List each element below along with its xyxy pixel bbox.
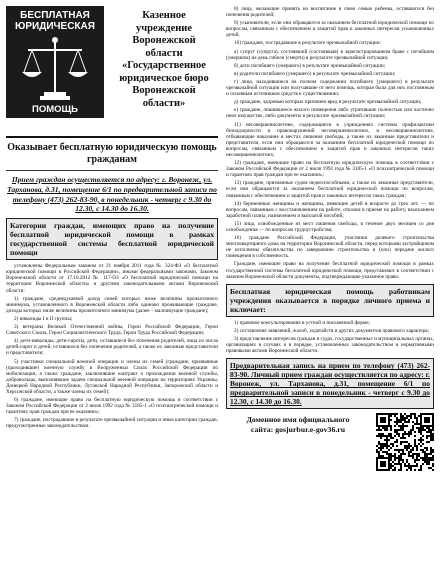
category-paragraph: 6) граждане, имеющие право на бесплатную юридическую помощь в соответствии с Законом Российской Федерации от 2 июля 1992 года № 3185-1 «О психиатрической помощи и гарантиях прав граждан при ее оказании»; bbox=[6, 397, 218, 416]
category-paragraph: 2) инвалиды I и II группы; bbox=[14, 315, 73, 322]
org-line-1: Казенное bbox=[142, 10, 186, 21]
categories-title: Категории граждан, имеющих право на получение бесплатной юридической помощи в рамках государственной системы бесплатной юридической помощи bbox=[6, 218, 218, 260]
organization-name bbox=[110, 6, 218, 132]
category-paragraph: 11) несовершеннолетние, содержащиеся в учреждениях системы профилактики безнадзорности и правонарушений несовершеннолетних, и несовершеннолетние, отбывающие наказание в местах лишения свободы, а также их законные представители и представители, если они обращаются за оказанием бесплатной юридической помощи по вопросам, связанным с обеспечением и защитой прав и законных интересов таких несовершеннолетних; bbox=[226, 121, 434, 158]
category-paragraph: 9) усыновители, если они обращаются за оказанием бесплатной юридической помощи по вопросам, связанным с обеспечением и защитой прав и законных интересов усыновленных детей; bbox=[226, 20, 434, 39]
category-paragraph: 3) ветераны Великой Отечественной войны, Герои Российской Федерации, Герои Советского Союза, Герои Социалистического Труда, Герои Труда Российской Федерации; bbox=[6, 324, 218, 337]
category-paragraph: 8) лица, желающие принять на воспитание в свою семью ребенка, оставшегося без попечения родителей; bbox=[226, 6, 434, 19]
booking-text: Предварительная запись на прием по телефону (473) 262-83-90. Личный прием граждан осуществляется по адресу: г. Воронеж, ул. Тарханова, д.31, помещение 6/1 по предварительной записи в понедельник - четверг с 9.30 до 12.30, с 14.30 до 16.30. bbox=[230, 361, 430, 407]
category-paragraph: 7) граждане, пострадавшие в результате чрезвычайной ситуации и иные категории граждан, предусмотренные законодательством. bbox=[6, 417, 218, 430]
header-divider bbox=[6, 136, 218, 138]
work-order-items bbox=[226, 320, 434, 354]
org-line-2: учреждение bbox=[135, 22, 193, 34]
logo-line-3: ПОМОЩЬ bbox=[31, 104, 79, 115]
tagline-divider bbox=[6, 170, 218, 171]
org-line-7: Воронежской bbox=[132, 85, 196, 96]
category-paragraph: е) граждане, лишившиеся жилого помещения либо утратившие полностью или частично иное имущество, либо документы в результате чрезвычайной ситуации; bbox=[226, 107, 434, 120]
logo-line-1: БЕСПЛАТНАЯ bbox=[20, 10, 90, 21]
header bbox=[6, 6, 218, 132]
right-column bbox=[226, 6, 434, 471]
website-line-2: сайта: gosjurbur.e-gov36.ru bbox=[250, 424, 346, 434]
scales-of-justice-icon bbox=[20, 34, 90, 102]
website-line-1: Доменное имя официального bbox=[246, 415, 350, 425]
category-paragraph: 10) граждане, пострадавшие в результате чрезвычайной ситуации: bbox=[234, 40, 381, 47]
footer bbox=[226, 413, 434, 471]
category-paragraph: 15) лица, освобожденные из мест лишения свободы, в течение двух месяцев со дня освобождения — по вопросам трудоустройства; bbox=[226, 220, 434, 233]
category-paragraph: 1) граждане, среднедушевой доход семей которых ниже величины прожиточного минимума, установленного в Воронежской области либо одиноко проживающие граждане, доходы которых ниже величины прожиточного минимума (далее – малоимущие граждане); bbox=[6, 295, 218, 314]
category-paragraph: 16) граждане Российской Федерации, участники долевого строительства многоквартирного дома на территории Воронежской области, перед которыми застройщиком не исполнены обязательства по завершению строительства и (или) передаче жилого помещения в собственность. bbox=[226, 235, 434, 260]
legal-aid-logo bbox=[6, 6, 104, 118]
org-line-5: «Государственное bbox=[122, 60, 206, 71]
work-order-item: 2) составление заявлений, жалоб, ходатайств и других документов правового характера; bbox=[234, 327, 430, 334]
reception-address bbox=[6, 175, 218, 214]
category-paragraph: г) лица, находившиеся на полном содержании погибшего (умершего) в результате чрезвычайной ситуации или получавшие от него помощь, которая была для них постоянным и основным источником средств к существованию; bbox=[226, 78, 434, 98]
category-paragraph: 14) беременные женщины и женщины, имеющие детей в возрасте до трех лет, — по вопросам, связанным с восстановлением на работе, отказом в приеме на работу, взысканием заработной платы, назначением и выплатой пособий; bbox=[226, 200, 434, 219]
org-line-6: юридическое бюро bbox=[119, 72, 209, 84]
reception-address-text: Прием граждан осуществляется по адресу: г. Воронеж, ул. Тарханова, д.31, помещение 6/1 по предварительной записи по телефону (473) 262-83-90, в понедельник - четверг с 9.30 до 12.30, с 14.30 до 16.30. bbox=[7, 175, 217, 214]
booking-info bbox=[226, 358, 434, 409]
category-paragraph: 12) граждане, имеющие право на бесплатную юридическую помощь в соответствии с Законом Российской Федерации от 2 июля 1992 года № 3185-1 «О психиатрической помощи и гарантиях прав граждан при ее оказании»; bbox=[226, 160, 434, 179]
org-line-8: области» bbox=[142, 97, 186, 109]
category-paragraph: в) родители погибшего (умершего) в результате чрезвычайной ситуации; bbox=[234, 70, 396, 77]
category-paragraph: 5) участники специальной военной операции и члены их семей (граждане, призванные (проходившие) военную службу в Вооруженных Силах Российской Федерации по мобилизации, а также граждане, заключившие контракт о прохождении военной службы, добровольцы, выполнявшие задачи специальной военной операции на территориях Украины, Донецкой Народной Республики, Луганской Народной Республики, Запорожской области и Херсонской области, а также члены их семей); bbox=[6, 358, 218, 395]
category-paragraph: Граждане, имеющие право на получение бесплатной юридической помощи в рамках государственной системы бесплатной юридической помощи, представляют в соответствии с законом Воронежской области документы, подтверждающие указанное право. bbox=[226, 261, 434, 280]
category-paragraph: д) граждане, здоровью которых причинен вред в результате чрезвычайной ситуации; bbox=[234, 99, 422, 106]
work-order-title: Бесплатная юридическая помощь работникам учреждения оказывается в порядке личного приема и включает: bbox=[226, 284, 434, 317]
category-paragraph: 13) граждане, признанные судом недееспособными, а также их законные представители, если они обращаются за оказанием бесплатной юридической помощи по вопросам, связанным с обеспечением и защитой прав и законных интересов таких граждан; bbox=[226, 180, 434, 199]
categories-text bbox=[6, 263, 218, 429]
logo-line-2: ЮРИДИЧЕСКАЯ bbox=[15, 21, 95, 32]
org-line-4: области bbox=[145, 47, 183, 59]
work-order-item: 1) правовое консультирование в устной и письменной форме; bbox=[234, 319, 370, 326]
work-order-item: 3) представление интересов граждан в судах, государственных и муниципальных органах, организациях в случаях и в порядке, установленных законодательством и нормативными правовыми актами Воронежской области. bbox=[226, 335, 434, 355]
left-column bbox=[6, 6, 218, 432]
category-paragraph: установлены Федеральным законом от 21 ноября 2011 года № 324-ФЗ «О бесплатной юридической помощи в Российской Федерации», иными федеральными законами, Законом Воронежской области от 17.10.2012 № 117-ОЗ «О бесплатной юридической помощи на территории Воронежской области» и другими законодательными актами Воронежской области: bbox=[6, 263, 218, 294]
category-paragraph: 4) дети-инвалиды, дети-сироты, дети, оставшиеся без попечения родителей, лица из числа детей-сирот и детей, оставшихся без попечения родителей, а также их законные представители и представители; bbox=[6, 338, 218, 357]
category-paragraph: б) дети погибшего (умершего) в результате чрезвычайной ситуации; bbox=[234, 62, 386, 69]
categories-continued-text bbox=[226, 6, 434, 280]
category-paragraph: а) супруг (супруга), состоявший (состоявшая) в зарегистрированном браке с погибшим (умершим) на день гибели (смерти) в результате чрезвычайной ситуации; bbox=[226, 48, 434, 61]
org-line-3: Воронежской bbox=[132, 35, 196, 46]
qr-code[interactable] bbox=[376, 413, 434, 471]
website-info bbox=[226, 413, 370, 471]
tagline: Оказывает бесплатную юридическую помощь гражданам bbox=[7, 142, 217, 165]
